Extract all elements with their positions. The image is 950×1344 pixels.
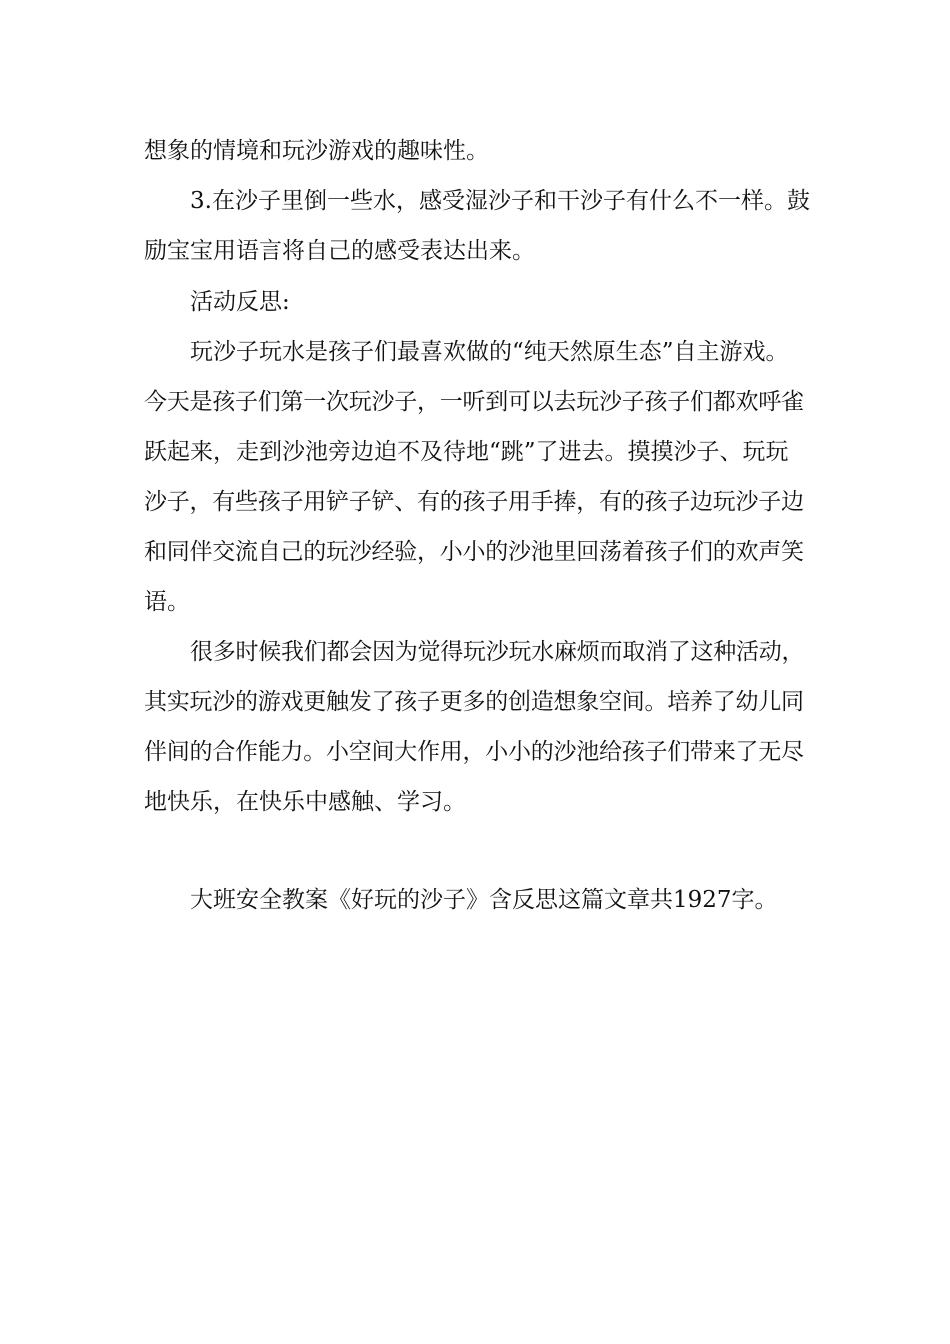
text-line	[0, 231, 950, 271]
paragraph-text: 励宝宝用语言将自己的感受表达出来。	[144, 238, 535, 264]
paragraph-text: 地快乐，在快乐中感触、学习。	[144, 789, 466, 815]
paragraph-text: 和同伴交流自己的玩沙经验，小小的沙池里回荡着孩子们的欢声笑	[144, 539, 804, 565]
article-footer-line	[0, 880, 950, 920]
text-line	[0, 782, 950, 822]
word-count-note: 大班安全教案《好玩的沙子》含反思这篇文章共1927字。	[190, 887, 778, 913]
text-line	[0, 732, 950, 772]
section-heading	[0, 282, 950, 322]
text-line	[0, 181, 950, 221]
paragraph-text: 很多时候我们都会因为觉得玩沙玩水麻烦而取消了这种活动，	[190, 639, 805, 665]
paragraph-text: 今天是孩子们第一次玩沙子，一听到可以去玩沙子孩子们都欢呼雀	[144, 389, 804, 415]
paragraph-text: 玩沙子玩水是孩子们最喜欢做的“纯天然原生态”自主游戏。	[190, 339, 789, 365]
heading-text: 活动反思:	[190, 289, 290, 315]
paragraph-text: 其实玩沙的游戏更触发了孩子更多的创造想象空间。培养了幼儿同	[144, 689, 804, 715]
paragraph-text: 语。	[144, 589, 190, 615]
text-line	[0, 482, 950, 522]
text-line	[0, 632, 950, 672]
text-line	[0, 432, 950, 472]
text-line	[0, 682, 950, 722]
text-line	[0, 332, 950, 372]
paragraph-text: 伴间的合作能力。小空间大作用，小小的沙池给孩子们带来了无尽	[144, 739, 804, 765]
paragraph-text: 想象的情境和玩沙游戏的趣味性。	[144, 138, 489, 164]
text-line	[0, 582, 950, 622]
text-line	[0, 382, 950, 422]
paragraph-text: 3.在沙子里倒一些水，感受湿沙子和干沙子有什么不一样。鼓	[190, 188, 810, 214]
paragraph-text: 跃起来，走到沙池旁边迫不及待地“跳”了进去。摸摸沙子、玩玩	[144, 439, 789, 465]
text-line	[0, 131, 950, 171]
text-line	[0, 532, 950, 572]
paragraph-text: 沙子，有些孩子用铲子铲、有的孩子用手捧，有的孩子边玩沙子边	[144, 489, 804, 515]
